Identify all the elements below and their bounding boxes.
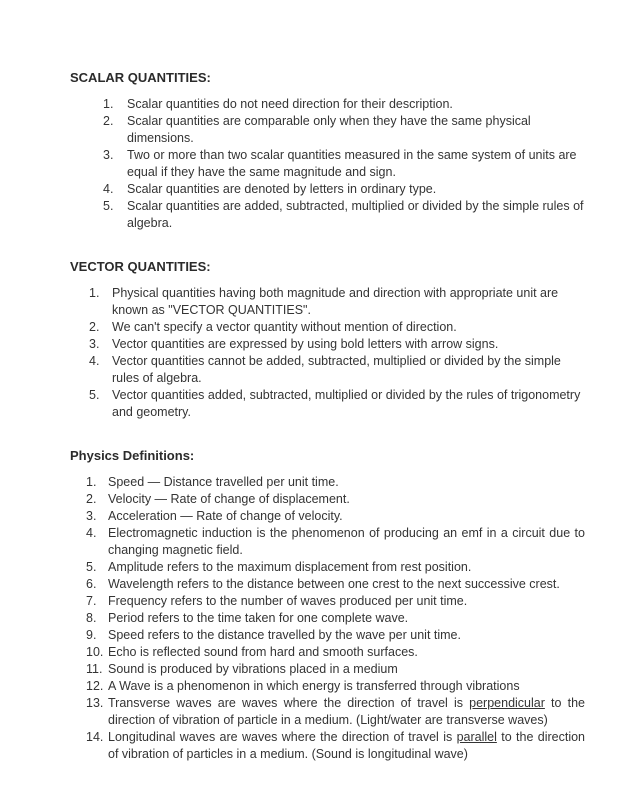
item-text: Electromagnetic induction is the phenomenon of producing an emf in a circuit due to changing magnetic field. xyxy=(108,526,585,557)
heading-scalar-quantities: SCALAR QUANTITIES: xyxy=(70,70,211,85)
item-text: Scalar quantities are denoted by letters in ordinary type. xyxy=(127,182,437,196)
item-text: A Wave is a phenomenon in which energy is transferred through vibrations xyxy=(108,679,520,693)
item-number: 1. xyxy=(103,97,114,111)
item-text-prefix: Transverse waves are waves where the direction of travel is xyxy=(108,696,470,710)
item-text: Physical quantities having both magnitude and direction with appropriate unit are known as "VECTOR QUANTITIES". xyxy=(112,286,559,317)
item-text: Frequency refers to the number of waves produced per unit time. xyxy=(108,594,468,608)
item-number: 1. xyxy=(89,286,100,300)
list-item xyxy=(103,147,585,181)
list-item xyxy=(86,576,585,593)
list-item xyxy=(86,678,585,695)
list-item xyxy=(89,336,585,353)
item-number: 10. xyxy=(86,645,104,659)
item-number: 3. xyxy=(86,509,97,523)
list-item xyxy=(86,525,585,559)
list-item xyxy=(86,695,585,729)
item-number: 11. xyxy=(86,662,103,676)
item-text: Scalar quantities are comparable only when they have the same physical dimensions. xyxy=(127,114,531,145)
item-text: Speed — Distance travelled per unit time. xyxy=(108,475,339,489)
item-text: Vector quantities added, subtracted, multiplied or divided by the rules of trigonometry and geometry. xyxy=(112,388,581,419)
item-number: 5. xyxy=(86,560,97,574)
heading-vector-quantities: VECTOR QUANTITIES: xyxy=(70,259,211,274)
item-text-suffix: to the direction of vibration of particles in a medium. (Sound is longitudinal wave) xyxy=(108,730,586,761)
physics-definitions-list xyxy=(86,474,585,763)
item-number: 6. xyxy=(86,577,97,591)
item-number: 3. xyxy=(103,148,114,162)
item-text: Speed refers to the distance travelled by the wave per unit time. xyxy=(108,628,461,642)
item-text: Wavelength refers to the distance between one crest to the next successive crest. xyxy=(108,577,560,591)
vector-quantities-list xyxy=(89,285,585,421)
list-item xyxy=(86,610,585,627)
list-item xyxy=(103,198,585,232)
list-item xyxy=(86,593,585,610)
item-text: Two or more than two scalar quantities measured in the same system of units are equal if they have the same magnitude and sign. xyxy=(127,148,577,179)
item-number: 13. xyxy=(86,696,104,710)
item-text: Amplitude refers to the maximum displacement from rest position. xyxy=(108,560,472,574)
item-number: 8. xyxy=(86,611,97,625)
heading-physics-definitions: Physics Definitions: xyxy=(70,448,195,463)
section-vector-quantities xyxy=(70,258,585,421)
list-item xyxy=(103,96,585,113)
item-number: 12. xyxy=(86,679,104,693)
item-text-suffix: to the direction of vibration of particle in a medium. (Light/water are transverse waves) xyxy=(108,696,586,727)
item-number: 2. xyxy=(89,320,100,334)
item-number: 3. xyxy=(89,337,100,351)
underlined-term-parallel: parallel xyxy=(456,730,497,744)
item-text: Vector quantities cannot be added, subtracted, multiplied or divided by the simple rules of algebra. xyxy=(112,354,561,385)
item-text xyxy=(108,729,585,763)
list-item xyxy=(86,474,585,491)
item-text: Scalar quantities do not need direction for their description. xyxy=(127,97,453,111)
list-item xyxy=(103,181,585,198)
item-number: 5. xyxy=(103,199,114,213)
item-number: 1. xyxy=(86,475,97,489)
item-number: 4. xyxy=(89,354,100,368)
underlined-term-perpendicular: perpendicular xyxy=(469,696,545,710)
list-item xyxy=(86,729,585,763)
item-text: Sound is produced by vibrations placed in a medium xyxy=(108,662,398,676)
list-item xyxy=(89,319,585,336)
item-text-prefix: Longitudinal waves are waves where the direction of travel is xyxy=(108,730,457,744)
item-number: 2. xyxy=(86,492,97,506)
item-text: Scalar quantities are added, subtracted, multiplied or divided by the simple rules of algebra. xyxy=(127,199,584,230)
item-text: Echo is reflected sound from hard and smooth surfaces. xyxy=(108,645,418,659)
list-item xyxy=(86,559,585,576)
item-number: 4. xyxy=(86,526,97,540)
item-text: Vector quantities are expressed by using bold letters with arrow signs. xyxy=(112,337,499,351)
list-item xyxy=(86,661,585,678)
section-physics-definitions xyxy=(70,447,585,763)
item-number: 14. xyxy=(86,730,104,744)
section-scalar-quantities xyxy=(70,69,585,232)
item-number: 7. xyxy=(86,594,97,608)
list-item xyxy=(103,113,585,147)
list-item xyxy=(89,285,585,319)
list-item xyxy=(89,387,585,421)
list-item xyxy=(89,353,585,387)
list-item xyxy=(86,508,585,525)
item-text: Period refers to the time taken for one complete wave. xyxy=(108,611,409,625)
item-number: 5. xyxy=(89,388,100,402)
item-text: We can't specify a vector quantity without mention of direction. xyxy=(112,320,457,334)
item-number: 2. xyxy=(103,114,114,128)
scalar-quantities-list xyxy=(103,96,585,232)
list-item xyxy=(86,644,585,661)
item-text xyxy=(108,695,585,729)
item-number: 4. xyxy=(103,182,114,196)
item-number: 9. xyxy=(86,628,97,642)
item-text: Velocity — Rate of change of displacement. xyxy=(108,492,350,506)
list-item xyxy=(86,627,585,644)
list-item xyxy=(86,491,585,508)
item-text: Acceleration — Rate of change of velocity. xyxy=(108,509,343,523)
